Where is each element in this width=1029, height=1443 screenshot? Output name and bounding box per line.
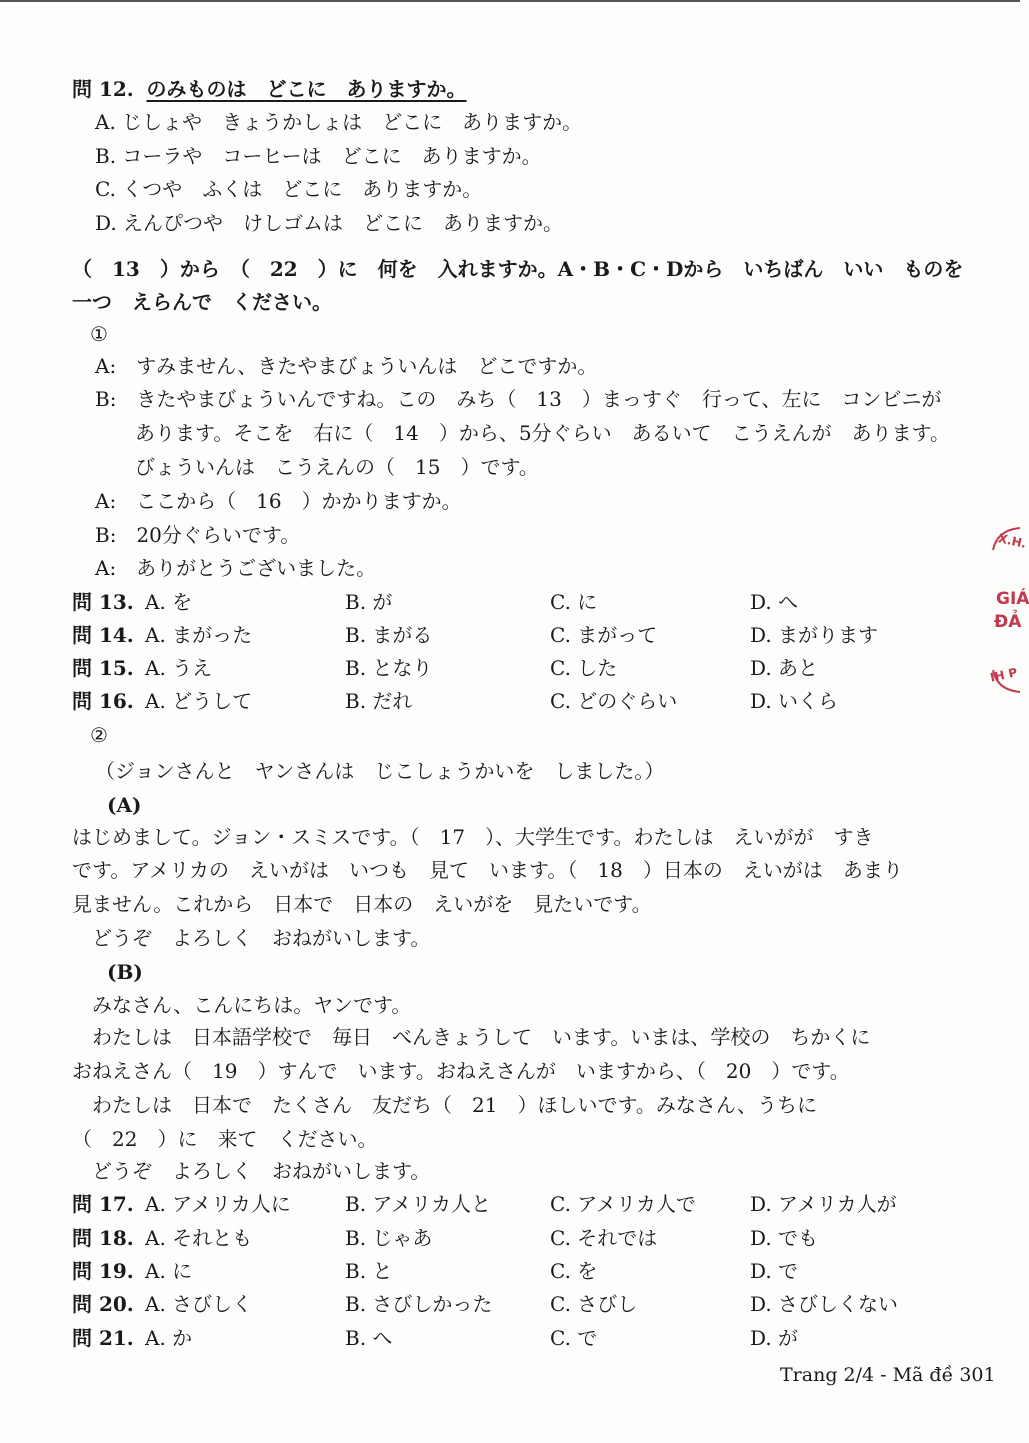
q18-option-d: D. でも [750, 1226, 819, 1250]
stamp-text-2: GIÁ [996, 589, 1029, 609]
q12-row [72, 76, 466, 102]
q12-option-c: C. くつや ふくは どこに ありますか。 [95, 177, 483, 201]
q19-option-c: C. を [550, 1259, 598, 1283]
q17-option-c: C. アメリカ人で [550, 1192, 696, 1216]
q18-option-b: B. じゃあ [345, 1226, 433, 1250]
q17-option-d: D. アメリカ人が [750, 1192, 897, 1216]
q16-option-c: C. どのぐらい [550, 689, 678, 713]
q12-option-a: A. じしょや きょうかしょは どこに ありますか。 [95, 110, 583, 134]
part-b-line-5: （ 22 ）に 来て ください。 [72, 1127, 378, 1151]
q18-option-a: A. それとも [145, 1226, 253, 1250]
q20-option-b: B. さびしかった [345, 1292, 493, 1316]
dialog-line-1: A: すみません、きたやまびょういんは どこですか。 [95, 354, 598, 378]
q20-label: 問 20. [72, 1292, 134, 1316]
page-footer: Trang 2/4 - Mã đề 301 [780, 1364, 996, 1386]
q21-option-d: D. が [750, 1326, 799, 1350]
dialog-line-2: B: きたやまびょういんですね。この みち（ 13 ）まっすぐ 行って、左に コンビニが [95, 387, 942, 411]
q12-question: のみものは どこに ありますか。 [146, 77, 467, 101]
part-a-line-1: はじめまして。ジョン・スミスです。（ 17 ）、大学生です。わたしは えいがが すき [72, 825, 874, 849]
q14-label: 問 14. [72, 623, 134, 647]
part-b-line-2: わたしは 日本語学校で 毎日 べんきょうして います。いまは、学校の ちかくに [72, 1025, 871, 1049]
q12-option-d: D. えんぴつや けしゴムは どこに ありますか。 [95, 211, 564, 235]
stamp-text-1: X.H. [996, 531, 1028, 551]
q20-option-a: A. さびしく [145, 1292, 253, 1316]
instruction-line-2: 一つ えらんで ください。 [72, 290, 332, 314]
q15-label: 問 15. [72, 656, 134, 680]
q20-option-c: C. さびし [550, 1292, 638, 1316]
dialog-line-4: びょういんは こうえんの（ 15 ）です。 [95, 455, 539, 479]
q18-label: 問 18. [72, 1226, 134, 1250]
dialog-line-5: A: ここから（ 16 ）かかりますか。 [95, 489, 462, 513]
q21-label: 問 21. [72, 1326, 134, 1350]
q18-option-c: C. それでは [550, 1226, 658, 1250]
q21-option-b: B. へ [345, 1326, 393, 1350]
q13-option-b: B. が [345, 590, 393, 614]
q16-option-a: A. どうして [145, 689, 253, 713]
q13-option-d: D. へ [750, 590, 799, 614]
section-1-mark: ① [90, 322, 108, 346]
q19-option-b: B. と [345, 1259, 393, 1283]
page-top-edge [0, 0, 1020, 2]
q14-option-a: A. まがった [145, 623, 253, 647]
part-a-line-4: どうぞ よろしく おねがいします。 [72, 926, 431, 950]
q19-label: 問 19. [72, 1259, 134, 1283]
q15-option-b: B. となり [345, 656, 433, 680]
q13-label: 問 13. [72, 590, 134, 614]
stamp-text-4: IH P [988, 665, 1019, 685]
q16-option-d: D. いくら [750, 689, 839, 713]
q13-option-a: A. を [145, 590, 193, 614]
section-2-mark: ② [90, 723, 108, 747]
q17-option-a: A. アメリカ人に [145, 1192, 291, 1216]
q17-label: 問 17. [72, 1192, 134, 1216]
q21-option-a: A. か [145, 1326, 193, 1350]
q14-option-c: C. まがって [550, 623, 658, 647]
stamp-text-3: ĐẢ [994, 612, 1022, 632]
part-b-line-6: どうぞ よろしく おねがいします。 [72, 1159, 431, 1183]
q14-option-d: D. まがります [750, 623, 879, 647]
part-a-label: (A) [107, 793, 142, 817]
dialog-line-6: B: 20分ぐらいです。 [95, 523, 301, 547]
q13-option-c: C. に [550, 590, 598, 614]
q19-option-a: A. に [145, 1259, 193, 1283]
part-b-line-3: おねえさん（ 19 ）すんで います。おねえさんが いますから、（ 20 ）です。 [72, 1059, 850, 1083]
q14-option-b: B. まがる [345, 623, 433, 647]
instruction-line-1: （ 13 ）から （ 22 ）に 何を 入れますか。A・B・C・Dから いちばん いい ものを [72, 257, 964, 281]
q12-option-b: B. コーラや コーヒーは どこに ありますか。 [95, 144, 542, 168]
q17-option-b: B. アメリカ人と [345, 1192, 492, 1216]
q15-option-d: D. あと [750, 656, 819, 680]
q19-option-d: D. で [750, 1259, 799, 1283]
part-a-line-3: 見ません。これから 日本で 日本の えいがを 見たいです。 [72, 892, 652, 916]
part-b-line-4: わたしは 日本で たくさん 友だち（ 21 ）ほしいです。みなさん、うちに [72, 1093, 818, 1117]
part-b-label: (B) [107, 960, 143, 984]
q15-option-a: A. うえ [145, 656, 213, 680]
q12-label: 問 12. [72, 77, 134, 101]
dialog-line-7: A: ありがとうございました。 [95, 556, 377, 580]
part-b-line-1: みなさん、こんにちは。ヤンです。 [72, 993, 412, 1017]
dialog-line-3: あります。そこを 右に（ 14 ）から、5分ぐらい あるいて こうえんが あります。 [95, 421, 950, 445]
q15-option-c: C. した [550, 656, 618, 680]
q16-label: 問 16. [72, 689, 134, 713]
section-2-intro: （ジョンさんと ヤンさんは じこしょうかいを しました。） [95, 759, 665, 783]
part-a-line-2: です。アメリカの えいがは いつも 見て います。（ 18 ）日本の えいがは あまり [72, 858, 903, 882]
q20-option-d: D. さびしくない [750, 1292, 899, 1316]
q21-option-c: C. で [550, 1326, 598, 1350]
q16-option-b: B. だれ [345, 689, 413, 713]
